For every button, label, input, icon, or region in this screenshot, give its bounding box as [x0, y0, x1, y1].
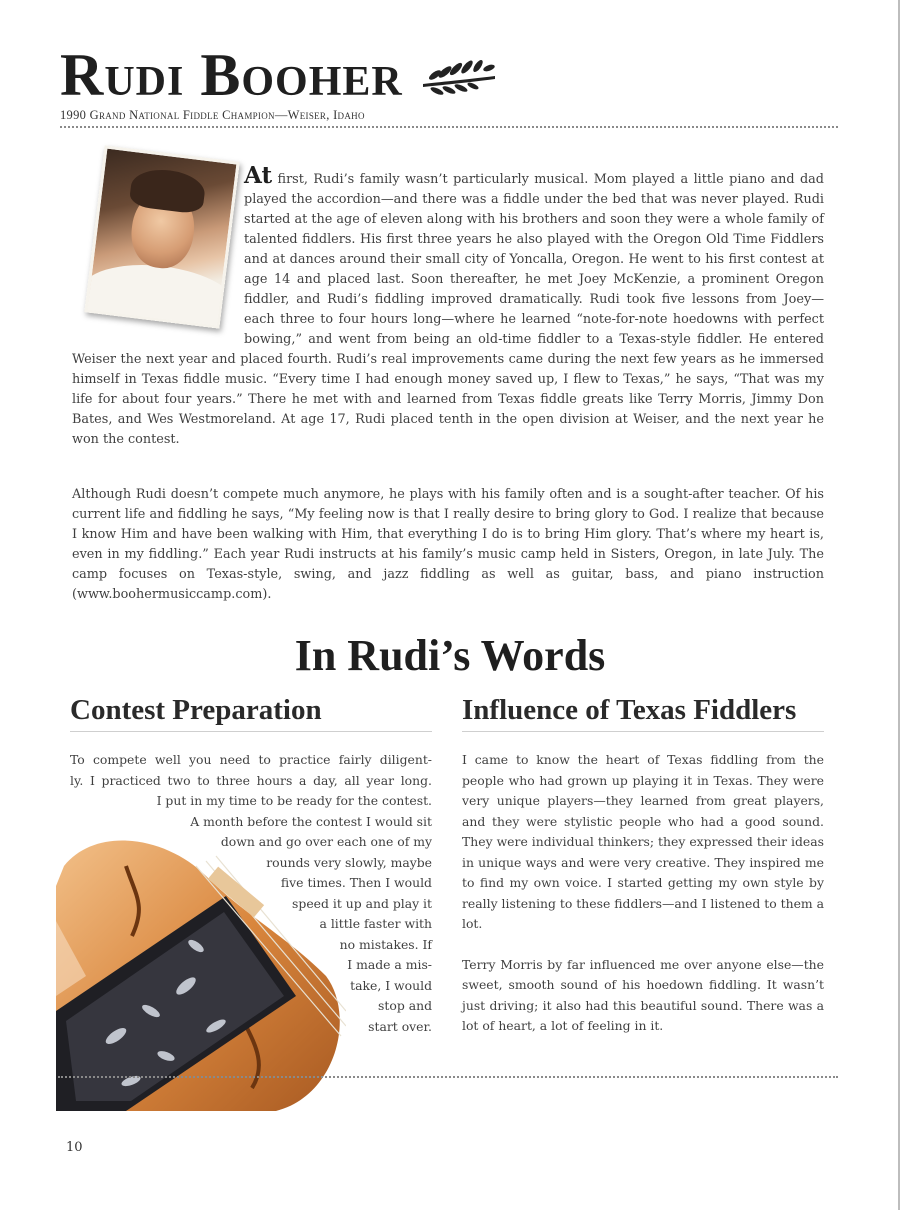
- text-line: start over.: [368, 1018, 432, 1034]
- page-subtitle: 1990 Grand National Fiddle Champion—Weiser, Idaho: [60, 108, 365, 122]
- text-line: five times. Then I would: [280, 875, 432, 890]
- text-line: take, I would: [350, 977, 432, 993]
- drop-cap: At: [244, 162, 273, 189]
- footer-divider: [58, 1076, 838, 1078]
- fern-ornament-icon: [419, 54, 499, 98]
- text-line: A month before the contest I would sit: [190, 813, 432, 829]
- contest-preparation-text: [70, 750, 432, 1080]
- left-column-heading: Contest Preparation: [70, 694, 432, 732]
- text-line: no mistakes. If: [339, 936, 432, 952]
- right-paragraph-1: I came to know the heart of Texas fiddling from the people who had grown up playing it in Texas. They were very unique players—they learned from great players, and they were stylistic people who had a good sound. They were individual thinkers; they expressed their ideas in unique ways and were very creative. They inspired me to find my own voice. I started getting my own style by really listening to these fiddlers—and I listened to them a lot.: [462, 752, 824, 931]
- right-column-heading: Influence of Texas Fiddlers: [462, 694, 824, 732]
- header-divider: [60, 126, 838, 128]
- page-number: 10: [66, 1140, 83, 1155]
- text-line: I made a mis-: [347, 957, 432, 972]
- text-line: a little faster with: [319, 916, 432, 931]
- page-header: [60, 44, 840, 123]
- page-title: Rudi Booher: [60, 42, 403, 108]
- right-paragraph-2: Terry Morris by far influenced me over anyone else—the sweet, smooth sound of his hoedown fiddling. It wasn’t just driving; it also had this beautiful sound. There was a lot of heart, a lot of feeling in it.: [462, 956, 824, 1033]
- text-line: stop and: [378, 998, 432, 1013]
- second-paragraph: Although Rudi doesn’t compete much anymore, he plays with his family often and is a sought-after teacher. Of his current life and fiddling he says, “My feeling now is that I really desire to bring glory to God. I realize that because I know Him and have been walking with Him, that everything I do is to bring Him glory. That’s where my heart is, even in my fiddling.” Each year Rudi instructs at his family’s music camp held in Sisters, Oregon, in late July. The camp focuses on Texas-style, swing, and jazz fiddling as well as guitar, bass, and piano instruction (www.boohermusiccamp.com).: [72, 487, 824, 602]
- text-line: down and go over each one of my: [220, 834, 432, 849]
- text-line: speed it up and play it: [292, 895, 432, 911]
- text-line: I put in my time to be ready for the contest.: [156, 793, 432, 808]
- texas-fiddlers-text: [462, 750, 824, 1057]
- intro-paragraph: [72, 162, 824, 450]
- text-line: To compete well you need to practice fairly diligent-: [70, 752, 432, 767]
- text-line: rounds very slowly, maybe: [266, 854, 432, 870]
- section-title: In Rudi’s Words: [294, 631, 606, 680]
- text-line: ly. I practiced two to three hours a day, all year long.: [70, 772, 432, 788]
- title-row: [60, 44, 840, 106]
- intro-text: first, Rudi’s family wasn’t particularly musical. Mom played a little piano and dad played the accordion—and there was a fiddle under the bed that was never played. Rudi started at the age of eleven along with his brothers and soon they were a whole family of talented fiddlers. His first three years he also played with the Oregon Old Time Fiddlers and at dances around their small city of Yoncalla, Oregon. He went to his first contest at age 14 and placed last. Soon thereafter, he met Joey McKenzie, a prominent Oregon fiddler, and Rudi’s fiddling improved dramatically. Rudi took five lessons from Joey—each three to four hours long—where he learned “note-for-note hoedowns with perfect bowing,” and went from being an old-time fiddler to a Texas-style fiddler. He entered Weiser the next year and placed fourth. Rudi’s real improvements came during the next few years as he immersed himself in Texas fiddle music. “Every time I had enough money saved up, I flew to Texas,” he says, “That was my life for about four years.” There he met with and learned from Texas fiddle greats like Terry Morris, Jimmy Don Bates, and Wes Westmoreland. At age 17, Rudi placed tenth in the open division at Weiser, and the next year he won the contest.: [72, 172, 824, 447]
